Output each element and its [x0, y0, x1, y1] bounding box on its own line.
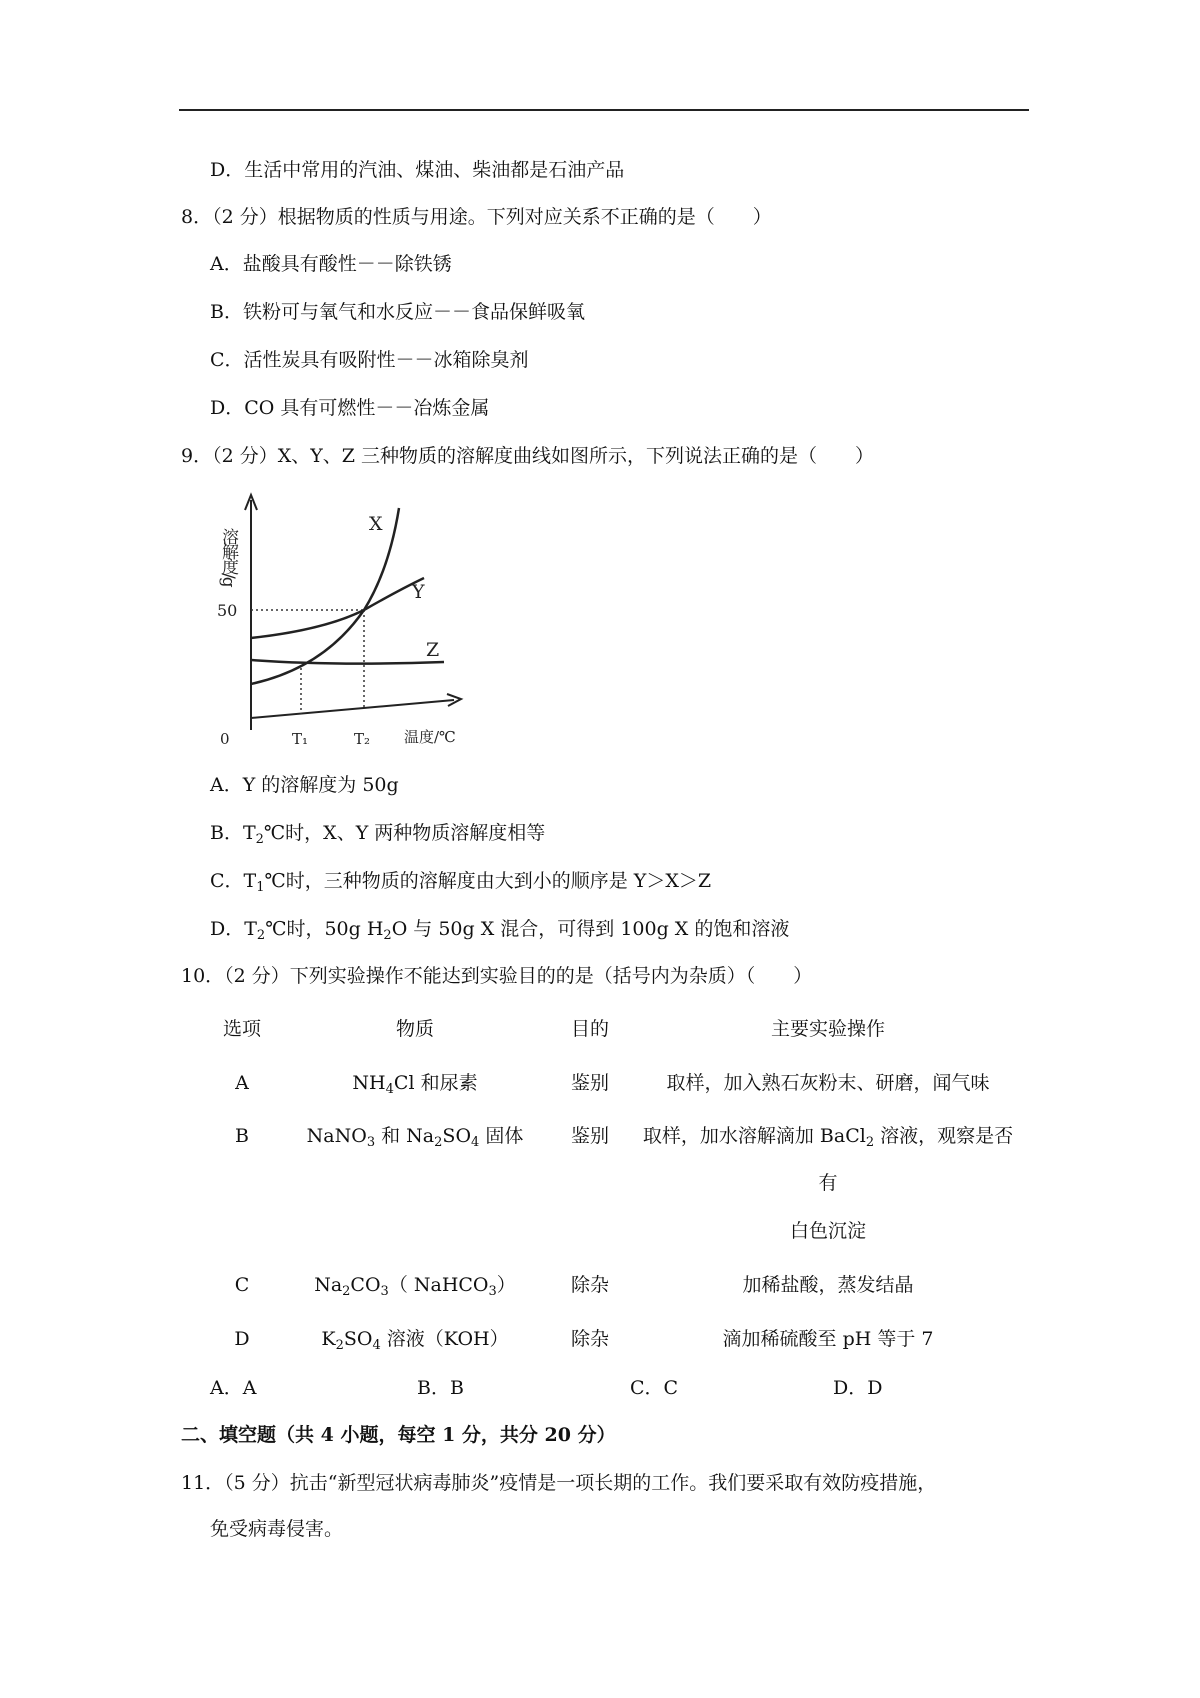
q9-option-b: B．$T_2℃$时，X、Y 两种物质溶解度相等: [210, 822, 546, 847]
q8-option-d: D．CO 具有可燃性－－冶炼金属: [210, 397, 490, 419]
q10-answer-b: B．B: [417, 1377, 464, 1399]
q8-option-a: A．盐酸具有酸性－－除铁锈: [210, 253, 452, 275]
header-rule: [179, 109, 1029, 111]
q11-stem-line1: 11．（5 分）抗击“新型冠状病毒肺炎”疫情是一项长期的工作。我们要采取有效防疫措施，: [181, 1472, 937, 1494]
q10-answer-a: A．A: [210, 1377, 257, 1399]
row-d-goal: 除杂: [570, 1328, 610, 1350]
q8-option-b: B．铁粉可与氧气和水反应－－食品保鲜吸氧: [210, 301, 585, 323]
q9-option-d: D．$T_2℃$时，50g $H_2O$ 与 50g X 混合，可得到 100g X 的饱和溶液: [210, 918, 790, 943]
curve-x-label: X: [369, 513, 383, 535]
row-b-operation: 取样，加水溶解滴加 BaCl$_2$ 溶液，观察是否: [642, 1125, 1014, 1150]
row-d-option: D: [234, 1328, 250, 1350]
curve-z: [251, 660, 444, 664]
q8-option-c: C．活性炭具有吸附性－－冰箱除臭剂: [210, 349, 529, 371]
q10-answer-d: D．D: [833, 1377, 883, 1399]
row-c-substance: $Na_2CO_3$（ NaHCO$_3$）: [314, 1274, 516, 1299]
curve-z-label: Z: [426, 639, 440, 661]
table-header-option: 选项: [222, 1018, 262, 1040]
row-a-substance: $NH_4Cl$ 和尿素: [352, 1072, 478, 1097]
q10-stem: 10．（2 分）下列实验操作不能达到实验目的的是（括号内为杂质）（ ）: [181, 965, 813, 987]
row-b-operation-line3: 白色沉淀: [789, 1220, 867, 1242]
row-d-operation: 滴加稀硫酸至 pH 等于 7: [722, 1328, 934, 1350]
row-c-goal: 除杂: [570, 1274, 610, 1296]
row-a-option: A: [235, 1072, 249, 1094]
row-d-substance: $K_2SO_4$ 溶液（KOH）: [321, 1328, 509, 1353]
table-header-goal: 目的: [570, 1018, 610, 1040]
table-header-operation: 主要实验操作: [770, 1018, 886, 1040]
table-header-substance: 物质: [395, 1018, 435, 1040]
origin-label: 0: [220, 730, 230, 748]
q7-option-d: D．生活中常用的汽油、煤油、柴油都是石油产品: [210, 159, 625, 181]
x-tick-t1: T₁: [292, 730, 309, 748]
row-c-option: C: [234, 1274, 250, 1296]
row-c-operation: 加稀盐酸，蒸发结晶: [742, 1274, 914, 1296]
q9-option-a: A．Y 的溶解度为 50g: [210, 774, 399, 796]
y-tick-50: 50: [217, 601, 238, 620]
q11-stem-line2: 免受病毒侵害。: [210, 1518, 344, 1540]
x-axis: [251, 700, 454, 718]
section-2-title: 二、填空题（共 4 小题，每空 1 分，共分 20 分）: [181, 1424, 616, 1446]
solubility-curve-figure: [214, 490, 504, 750]
q9-option-c: C．$T_1℃$时，三种物质的溶解度由大到小的顺序是 Y＞X＞Z: [210, 870, 712, 895]
row-a-goal: 鉴别: [570, 1072, 610, 1094]
q8-stem: 8．（2 分）根据物质的性质与用途。下列对应关系不正确的是（ ）: [181, 206, 772, 228]
curve-y-label: Y: [412, 581, 425, 603]
row-b-operation-line2: 有: [818, 1172, 838, 1194]
y-axis-label: 溶解度/g: [218, 528, 238, 586]
q10-answer-c: C．C: [630, 1377, 679, 1399]
q9-stem: 9．（2 分）X、Y、Z 三种物质的溶解度曲线如图所示，下列说法正确的是（ ）: [181, 445, 875, 467]
x-tick-t2: T₂: [354, 730, 371, 748]
row-a-operation: 取样，加入熟石灰粉末、研磨，闻气味: [666, 1072, 990, 1094]
x-axis-label: 温度/℃: [404, 728, 456, 746]
row-b-goal: 鉴别: [570, 1125, 610, 1147]
curve-y: [251, 578, 424, 638]
row-b-substance: NaNO$_3$ 和 $Na_2SO_4$ 固体: [306, 1125, 524, 1150]
row-b-option: B: [235, 1125, 249, 1147]
